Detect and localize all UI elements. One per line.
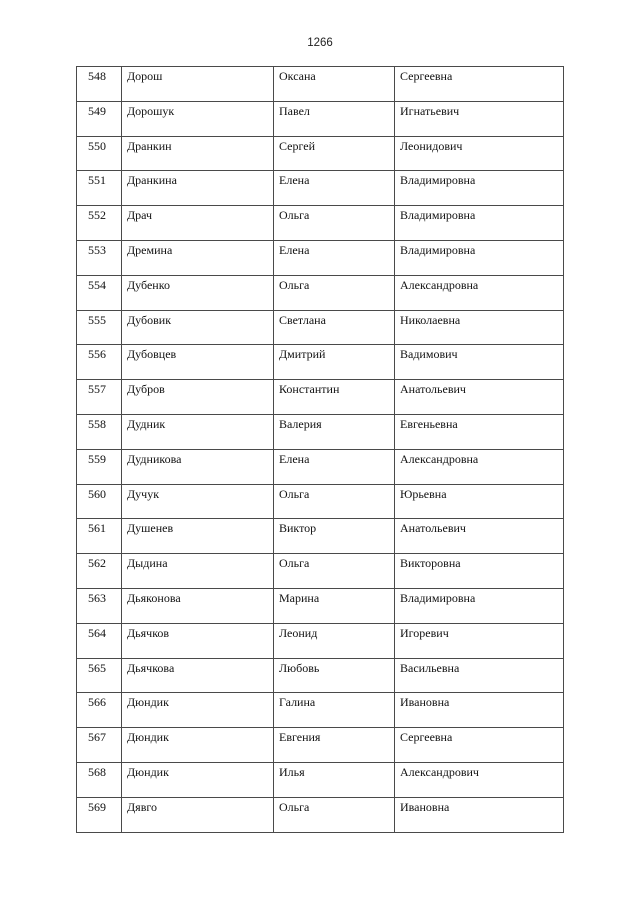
first-name-cell: Оксана <box>274 67 395 102</box>
row-number-cell: 565 <box>77 658 122 693</box>
surname-cell: Дявго <box>122 797 274 832</box>
patronymic-cell: Александровна <box>395 275 564 310</box>
names-table-body <box>77 67 564 833</box>
first-name-cell: Леонид <box>274 623 395 658</box>
surname-cell: Дудник <box>122 414 274 449</box>
row-number-cell: 562 <box>77 554 122 589</box>
row-number-cell: 561 <box>77 519 122 554</box>
row-number-cell: 548 <box>77 67 122 102</box>
first-name-cell: Галина <box>274 693 395 728</box>
row-number-cell: 551 <box>77 171 122 206</box>
table-row <box>77 519 564 554</box>
patronymic-cell: Владимировна <box>395 171 564 206</box>
surname-cell: Драч <box>122 206 274 241</box>
patronymic-cell: Ивановна <box>395 797 564 832</box>
table-row <box>77 762 564 797</box>
patronymic-cell: Юрьевна <box>395 484 564 519</box>
row-number-cell: 568 <box>77 762 122 797</box>
table-row <box>77 797 564 832</box>
table-row <box>77 623 564 658</box>
surname-cell: Дорошук <box>122 101 274 136</box>
table-row <box>77 484 564 519</box>
row-number-cell: 564 <box>77 623 122 658</box>
surname-cell: Дудникова <box>122 449 274 484</box>
surname-cell: Дранкина <box>122 171 274 206</box>
table-row <box>77 240 564 275</box>
row-number-cell: 567 <box>77 728 122 763</box>
surname-cell: Дюндик <box>122 762 274 797</box>
surname-cell: Душенев <box>122 519 274 554</box>
patronymic-cell: Игнатьевич <box>395 101 564 136</box>
table-row <box>77 171 564 206</box>
table-row <box>77 206 564 241</box>
surname-cell: Дыдина <box>122 554 274 589</box>
patronymic-cell: Сергеевна <box>395 728 564 763</box>
table-row <box>77 693 564 728</box>
table-row <box>77 728 564 763</box>
row-number-cell: 552 <box>77 206 122 241</box>
table-row <box>77 275 564 310</box>
patronymic-cell: Васильевна <box>395 658 564 693</box>
first-name-cell: Константин <box>274 380 395 415</box>
surname-cell: Дубенко <box>122 275 274 310</box>
first-name-cell: Елена <box>274 449 395 484</box>
row-number-cell: 566 <box>77 693 122 728</box>
first-name-cell: Светлана <box>274 310 395 345</box>
row-number-cell: 550 <box>77 136 122 171</box>
table-row <box>77 310 564 345</box>
row-number-cell: 569 <box>77 797 122 832</box>
patronymic-cell: Ивановна <box>395 693 564 728</box>
surname-cell: Дюндик <box>122 693 274 728</box>
row-number-cell: 555 <box>77 310 122 345</box>
patronymic-cell: Сергеевна <box>395 67 564 102</box>
patronymic-cell: Владимировна <box>395 240 564 275</box>
patronymic-cell: Анатольевич <box>395 519 564 554</box>
first-name-cell: Елена <box>274 171 395 206</box>
patronymic-cell: Игоревич <box>395 623 564 658</box>
first-name-cell: Сергей <box>274 136 395 171</box>
first-name-cell: Ольга <box>274 484 395 519</box>
patronymic-cell: Вадимович <box>395 345 564 380</box>
row-number-cell: 553 <box>77 240 122 275</box>
surname-cell: Дорош <box>122 67 274 102</box>
patronymic-cell: Николаевна <box>395 310 564 345</box>
row-number-cell: 554 <box>77 275 122 310</box>
surname-cell: Дьячков <box>122 623 274 658</box>
first-name-cell: Дмитрий <box>274 345 395 380</box>
table-row <box>77 554 564 589</box>
row-number-cell: 557 <box>77 380 122 415</box>
table-row <box>77 588 564 623</box>
surname-cell: Дубовцев <box>122 345 274 380</box>
patronymic-cell: Владимировна <box>395 206 564 241</box>
first-name-cell: Любовь <box>274 658 395 693</box>
row-number-cell: 563 <box>77 588 122 623</box>
names-table <box>76 66 564 833</box>
first-name-cell: Павел <box>274 101 395 136</box>
first-name-cell: Ольга <box>274 554 395 589</box>
surname-cell: Дремина <box>122 240 274 275</box>
first-name-cell: Валерия <box>274 414 395 449</box>
patronymic-cell: Анатольевич <box>395 380 564 415</box>
surname-cell: Дюндик <box>122 728 274 763</box>
row-number-cell: 549 <box>77 101 122 136</box>
first-name-cell: Ольга <box>274 206 395 241</box>
patronymic-cell: Александрович <box>395 762 564 797</box>
row-number-cell: 559 <box>77 449 122 484</box>
first-name-cell: Евгения <box>274 728 395 763</box>
table-row <box>77 136 564 171</box>
surname-cell: Дранкин <box>122 136 274 171</box>
page-number: 1266 <box>307 37 333 49</box>
table-row <box>77 414 564 449</box>
first-name-cell: Илья <box>274 762 395 797</box>
first-name-cell: Марина <box>274 588 395 623</box>
row-number-cell: 560 <box>77 484 122 519</box>
surname-cell: Дубров <box>122 380 274 415</box>
patronymic-cell: Евгеньевна <box>395 414 564 449</box>
patronymic-cell: Леонидович <box>395 136 564 171</box>
surname-cell: Дьяконова <box>122 588 274 623</box>
table-row <box>77 101 564 136</box>
patronymic-cell: Владимировна <box>395 588 564 623</box>
surname-cell: Дучук <box>122 484 274 519</box>
first-name-cell: Елена <box>274 240 395 275</box>
table-row <box>77 67 564 102</box>
first-name-cell: Ольга <box>274 797 395 832</box>
table-row <box>77 449 564 484</box>
first-name-cell: Виктор <box>274 519 395 554</box>
surname-cell: Дубовик <box>122 310 274 345</box>
table-row <box>77 380 564 415</box>
row-number-cell: 558 <box>77 414 122 449</box>
row-number-cell: 556 <box>77 345 122 380</box>
table-row <box>77 345 564 380</box>
patronymic-cell: Александровна <box>395 449 564 484</box>
patronymic-cell: Викторовна <box>395 554 564 589</box>
first-name-cell: Ольга <box>274 275 395 310</box>
surname-cell: Дьячкова <box>122 658 274 693</box>
table-row <box>77 658 564 693</box>
